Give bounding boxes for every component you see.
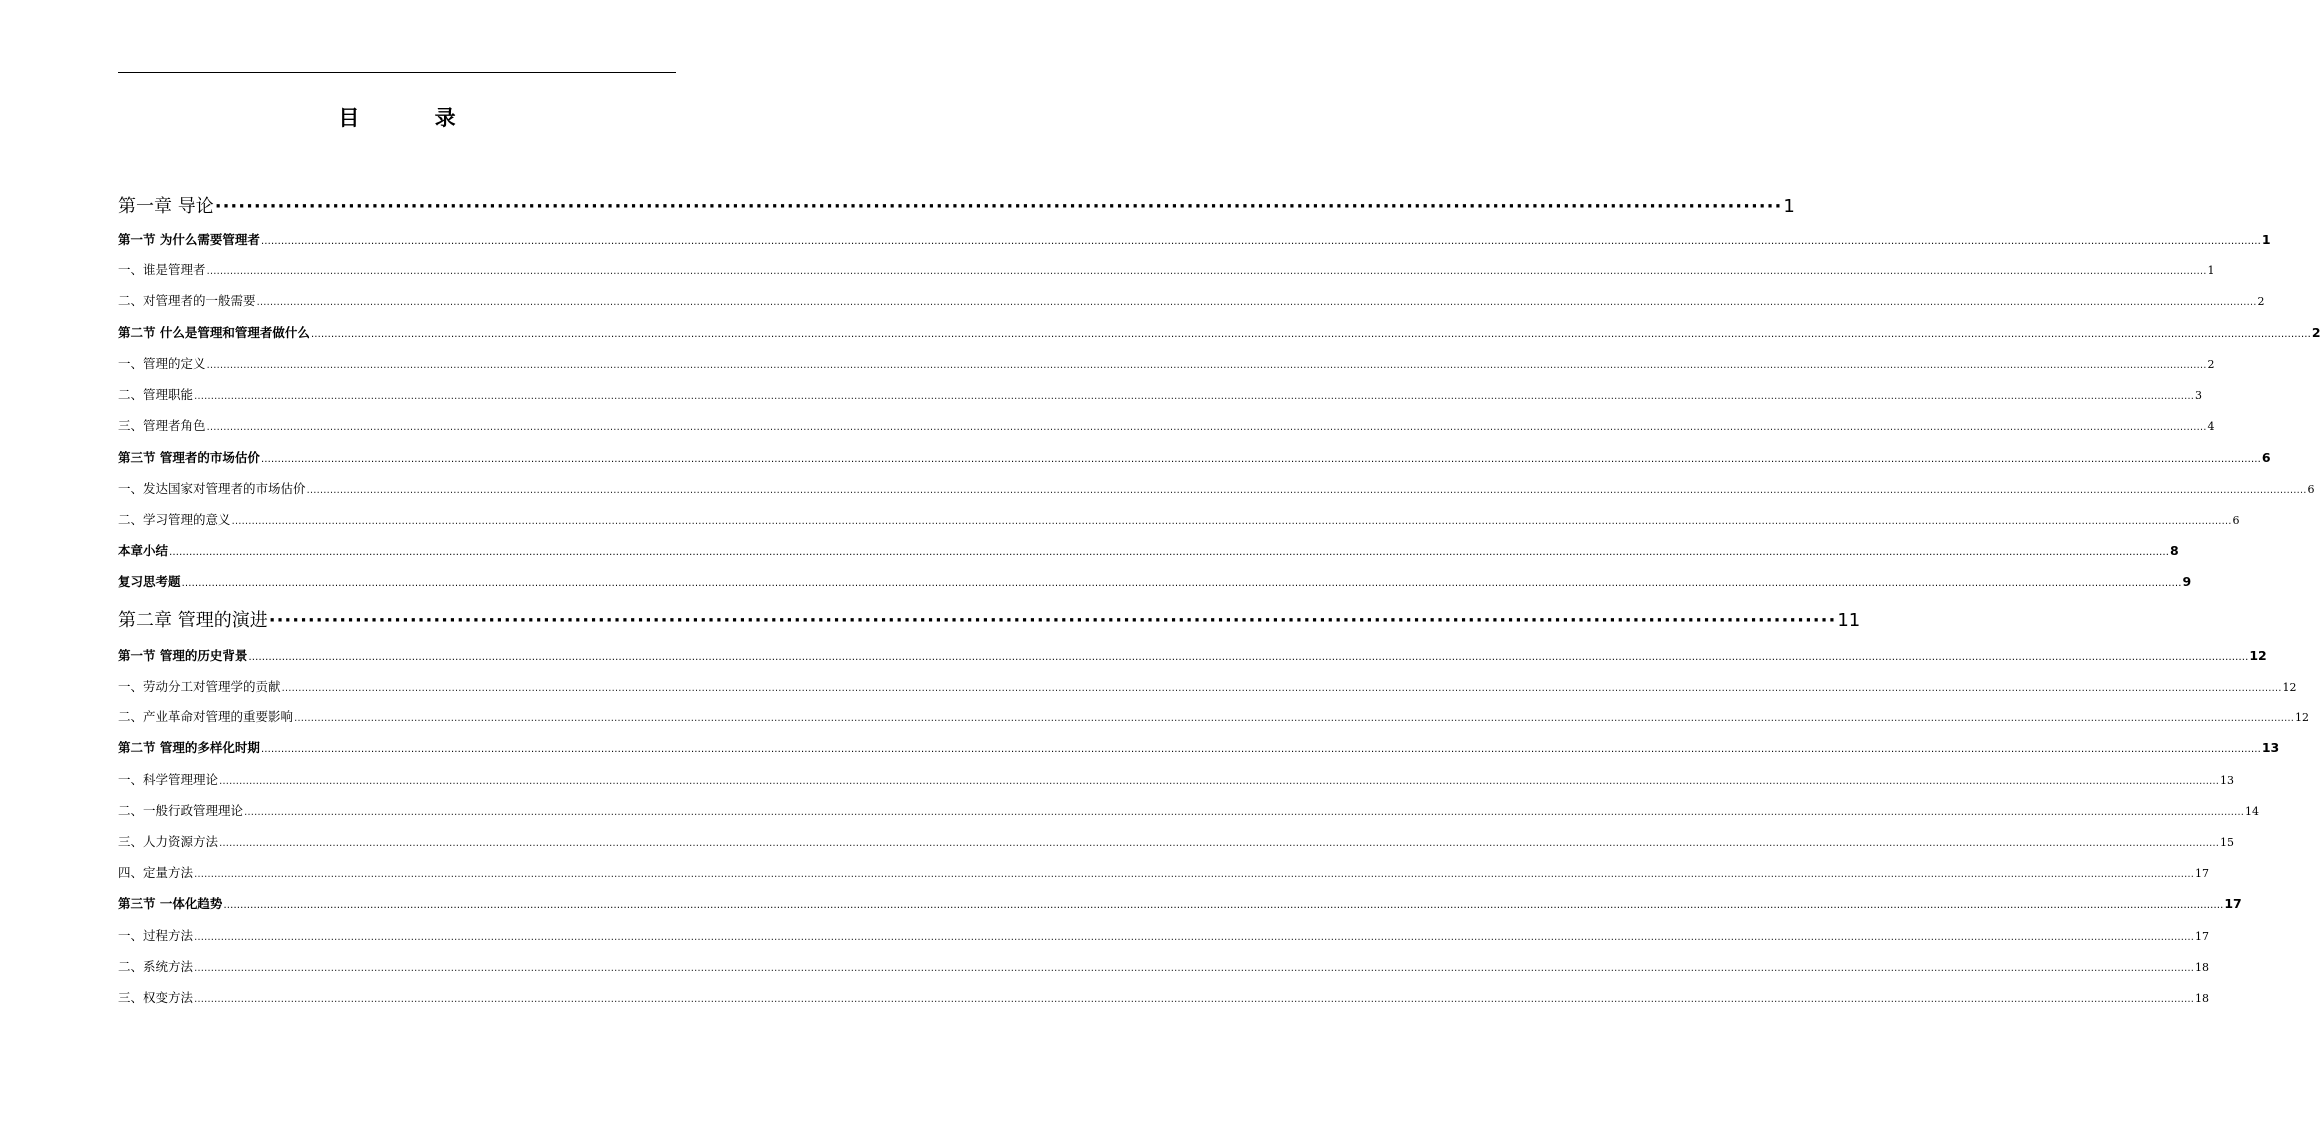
- toc-label: 第二节 管理的多样化时期: [118, 740, 260, 755]
- page-title: 目 录: [338, 106, 490, 130]
- dot-leader: ……………………………………………………………………………………………………………………………………………………………………………………………………………………………………………………………………………………………………………………………………………………………………………………………………………………………………………………………………………………………………………………………………………………: [260, 454, 2261, 465]
- dot-leader: ……………………………………………………………………………………………………………………………………………………………………………………………………………………………………………………………………………………………………………………………………………………………………………………………………………………………………………………………………………………………………………………………………………………: [194, 994, 2195, 1005]
- toc-entry-section[interactable]: [118, 323, 2321, 341]
- toc-page-number: 8: [2170, 543, 2179, 558]
- toc-page-number: 12: [2295, 711, 2310, 724]
- toc-label: 第二节 什么是管理和管理者做什么: [118, 325, 310, 340]
- toc-entry-item[interactable]: [118, 770, 2235, 788]
- toc-entry-section[interactable]: [118, 541, 2179, 559]
- toc-entry-item[interactable]: [118, 510, 2240, 528]
- dot-leader: ········································································································································································································: [268, 610, 1837, 631]
- toc-label: 二、产业革命对管理的重要影响: [118, 709, 294, 724]
- toc-label: 本章小结: [118, 543, 169, 558]
- toc-label: 一、发达国家对管理者的市场估价: [118, 481, 306, 496]
- toc-page-number: 3: [2195, 389, 2203, 402]
- toc-entry-item[interactable]: [118, 677, 2297, 695]
- dot-leader: ……………………………………………………………………………………………………………………………………………………………………………………………………………………………………………………………………………………………………………………………………………………………………………………………………………………………………………………………………………………………………………………………………………………: [206, 266, 2207, 277]
- toc-page-number: 17: [2224, 896, 2242, 911]
- toc-page-number: 15: [2220, 836, 2235, 849]
- toc-entry-section[interactable]: [118, 738, 2280, 756]
- toc-label: 一、劳动分工对管理学的贡献: [118, 679, 281, 694]
- toc-entry-section[interactable]: [118, 646, 2267, 664]
- toc-page-number: 18: [2195, 961, 2210, 974]
- toc-label: 二、学习管理的意义: [118, 512, 231, 527]
- toc-page-number: 12: [2249, 648, 2267, 663]
- toc-page-number: 1: [2207, 264, 2215, 277]
- dot-leader: ……………………………………………………………………………………………………………………………………………………………………………………………………………………………………………………………………………………………………………………………………………………………………………………………………………………………………………………………………………………………………………………………………………………: [206, 422, 2207, 433]
- toc-label: 第一节 为什么需要管理者: [118, 232, 260, 247]
- toc-entry-chapter[interactable]: [118, 606, 1861, 632]
- toc-label: 二、对管理者的一般需要: [118, 293, 256, 308]
- toc-entry-item[interactable]: [118, 385, 2203, 403]
- toc-label: 一、谁是管理者: [118, 262, 206, 277]
- dot-leader: ……………………………………………………………………………………………………………………………………………………………………………………………………………………………………………………………………………………………………………………………………………………………………………………………………………………………………………………………………………………………………………………………………………………: [194, 391, 2195, 402]
- toc-entry-section[interactable]: [118, 448, 2271, 466]
- toc-page-number: 1: [2261, 232, 2271, 247]
- dot-leader: ········································································································································································································: [214, 196, 1783, 217]
- toc-page-number: 6: [2261, 450, 2271, 465]
- toc-entry-item[interactable]: [118, 291, 2265, 309]
- toc-label: 一、管理的定义: [118, 356, 206, 371]
- toc-label: 第二章 管理的演进: [118, 610, 268, 631]
- toc-label: 四、定量方法: [118, 865, 194, 880]
- dot-leader: ……………………………………………………………………………………………………………………………………………………………………………………………………………………………………………………………………………………………………………………………………………………………………………………………………………………………………………………………………………………………………………………………………………………: [248, 652, 2249, 663]
- toc-entry-item[interactable]: [118, 707, 2310, 725]
- toc-page-number: 6: [2232, 514, 2240, 527]
- toc-entry-item[interactable]: [118, 957, 2210, 975]
- dot-leader: ……………………………………………………………………………………………………………………………………………………………………………………………………………………………………………………………………………………………………………………………………………………………………………………………………………………………………………………………………………………………………………………………………………………: [294, 713, 2295, 724]
- dot-leader: ……………………………………………………………………………………………………………………………………………………………………………………………………………………………………………………………………………………………………………………………………………………………………………………………………………………………………………………………………………………………………………………………………………………: [169, 547, 2170, 558]
- dot-leader: ……………………………………………………………………………………………………………………………………………………………………………………………………………………………………………………………………………………………………………………………………………………………………………………………………………………………………………………………………………………………………………………………………………………: [181, 578, 2182, 589]
- toc-label: 第三节 一体化趋势: [118, 896, 223, 911]
- dot-leader: ……………………………………………………………………………………………………………………………………………………………………………………………………………………………………………………………………………………………………………………………………………………………………………………………………………………………………………………………………………………………………………………………………………………: [206, 360, 2207, 371]
- toc-label: 三、管理者角色: [118, 418, 206, 433]
- toc-entry-item[interactable]: [118, 416, 2215, 434]
- dot-leader: ……………………………………………………………………………………………………………………………………………………………………………………………………………………………………………………………………………………………………………………………………………………………………………………………………………………………………………………………………………………………………………………………………………………: [310, 329, 2311, 340]
- toc-entry-item[interactable]: [118, 260, 2215, 278]
- toc-page-number: 2: [2311, 325, 2321, 340]
- dot-leader: ……………………………………………………………………………………………………………………………………………………………………………………………………………………………………………………………………………………………………………………………………………………………………………………………………………………………………………………………………………………………………………………………………………………: [260, 236, 2261, 247]
- toc-entry-item[interactable]: [118, 926, 2210, 944]
- toc-page-number: 18: [2195, 992, 2210, 1005]
- toc-page-number: 1: [1783, 196, 1795, 217]
- toc-entry-item[interactable]: [118, 801, 2260, 819]
- toc-label: 二、管理职能: [118, 387, 194, 402]
- toc-label: 第一节 管理的历史背景: [118, 648, 248, 663]
- toc-label: 二、一般行政管理理论: [118, 803, 244, 818]
- dot-leader: ……………………………………………………………………………………………………………………………………………………………………………………………………………………………………………………………………………………………………………………………………………………………………………………………………………………………………………………………………………………………………………………………………………………: [281, 683, 2282, 694]
- header-rule: [118, 72, 676, 73]
- toc-page-number: 17: [2195, 867, 2210, 880]
- toc-page-number: 13: [2261, 740, 2280, 755]
- toc-page-number: 2: [2207, 358, 2215, 371]
- toc-label: 复习思考题: [118, 574, 181, 589]
- toc-page-number: 13: [2220, 774, 2235, 787]
- dot-leader: ……………………………………………………………………………………………………………………………………………………………………………………………………………………………………………………………………………………………………………………………………………………………………………………………………………………………………………………………………………………………………………………………………………………: [219, 838, 2220, 849]
- toc-entry-section[interactable]: [118, 230, 2271, 248]
- toc-label: 三、权变方法: [118, 990, 194, 1005]
- dot-leader: ……………………………………………………………………………………………………………………………………………………………………………………………………………………………………………………………………………………………………………………………………………………………………………………………………………………………………………………………………………………………………………………………………………………: [231, 516, 2232, 527]
- toc-entry-item[interactable]: [118, 988, 2210, 1006]
- toc-label: 三、人力资源方法: [118, 834, 219, 849]
- toc-page-number: 14: [2245, 805, 2260, 818]
- dot-leader: ……………………………………………………………………………………………………………………………………………………………………………………………………………………………………………………………………………………………………………………………………………………………………………………………………………………………………………………………………………………………………………………………………………………: [194, 869, 2195, 880]
- toc-entry-item[interactable]: [118, 479, 2315, 497]
- dot-leader: ……………………………………………………………………………………………………………………………………………………………………………………………………………………………………………………………………………………………………………………………………………………………………………………………………………………………………………………………………………………………………………………………………………………: [256, 297, 2257, 308]
- toc-entry-item[interactable]: [118, 832, 2235, 850]
- toc-entry-section[interactable]: [118, 894, 2242, 912]
- toc-label: 第三节 管理者的市场估价: [118, 450, 260, 465]
- toc-page-number: 12: [2282, 681, 2297, 694]
- dot-leader: ……………………………………………………………………………………………………………………………………………………………………………………………………………………………………………………………………………………………………………………………………………………………………………………………………………………………………………………………………………………………………………………………………………………: [306, 485, 2307, 496]
- toc-page-number: 2: [2257, 295, 2265, 308]
- toc-entry-chapter[interactable]: [118, 192, 1795, 218]
- toc-label: 二、系统方法: [118, 959, 194, 974]
- dot-leader: ……………………………………………………………………………………………………………………………………………………………………………………………………………………………………………………………………………………………………………………………………………………………………………………………………………………………………………………………………………………………………………………………………………………: [219, 776, 2220, 787]
- toc-page-number: 9: [2182, 574, 2192, 589]
- dot-leader: ……………………………………………………………………………………………………………………………………………………………………………………………………………………………………………………………………………………………………………………………………………………………………………………………………………………………………………………………………………………………………………………………………………………: [244, 807, 2245, 818]
- toc-entry-item[interactable]: [118, 354, 2215, 372]
- toc-entry-section[interactable]: [118, 572, 2192, 590]
- dot-leader: ……………………………………………………………………………………………………………………………………………………………………………………………………………………………………………………………………………………………………………………………………………………………………………………………………………………………………………………………………………………………………………………………………………………: [260, 744, 2261, 755]
- dot-leader: ……………………………………………………………………………………………………………………………………………………………………………………………………………………………………………………………………………………………………………………………………………………………………………………………………………………………………………………………………………………………………………………………………………………: [194, 932, 2195, 943]
- toc-label: 一、科学管理理论: [118, 772, 219, 787]
- toc-page-number: 4: [2207, 420, 2215, 433]
- toc-page-number: 17: [2195, 930, 2210, 943]
- toc-label: 一、过程方法: [118, 928, 194, 943]
- toc-page-number: 6: [2307, 483, 2315, 496]
- dot-leader: ……………………………………………………………………………………………………………………………………………………………………………………………………………………………………………………………………………………………………………………………………………………………………………………………………………………………………………………………………………………………………………………………………………………: [194, 963, 2195, 974]
- toc-page-number: 11: [1837, 610, 1861, 631]
- toc-label: 第一章 导论: [118, 196, 214, 217]
- dot-leader: ……………………………………………………………………………………………………………………………………………………………………………………………………………………………………………………………………………………………………………………………………………………………………………………………………………………………………………………………………………………………………………………………………………………: [223, 900, 2224, 911]
- toc-entry-item[interactable]: [118, 863, 2210, 881]
